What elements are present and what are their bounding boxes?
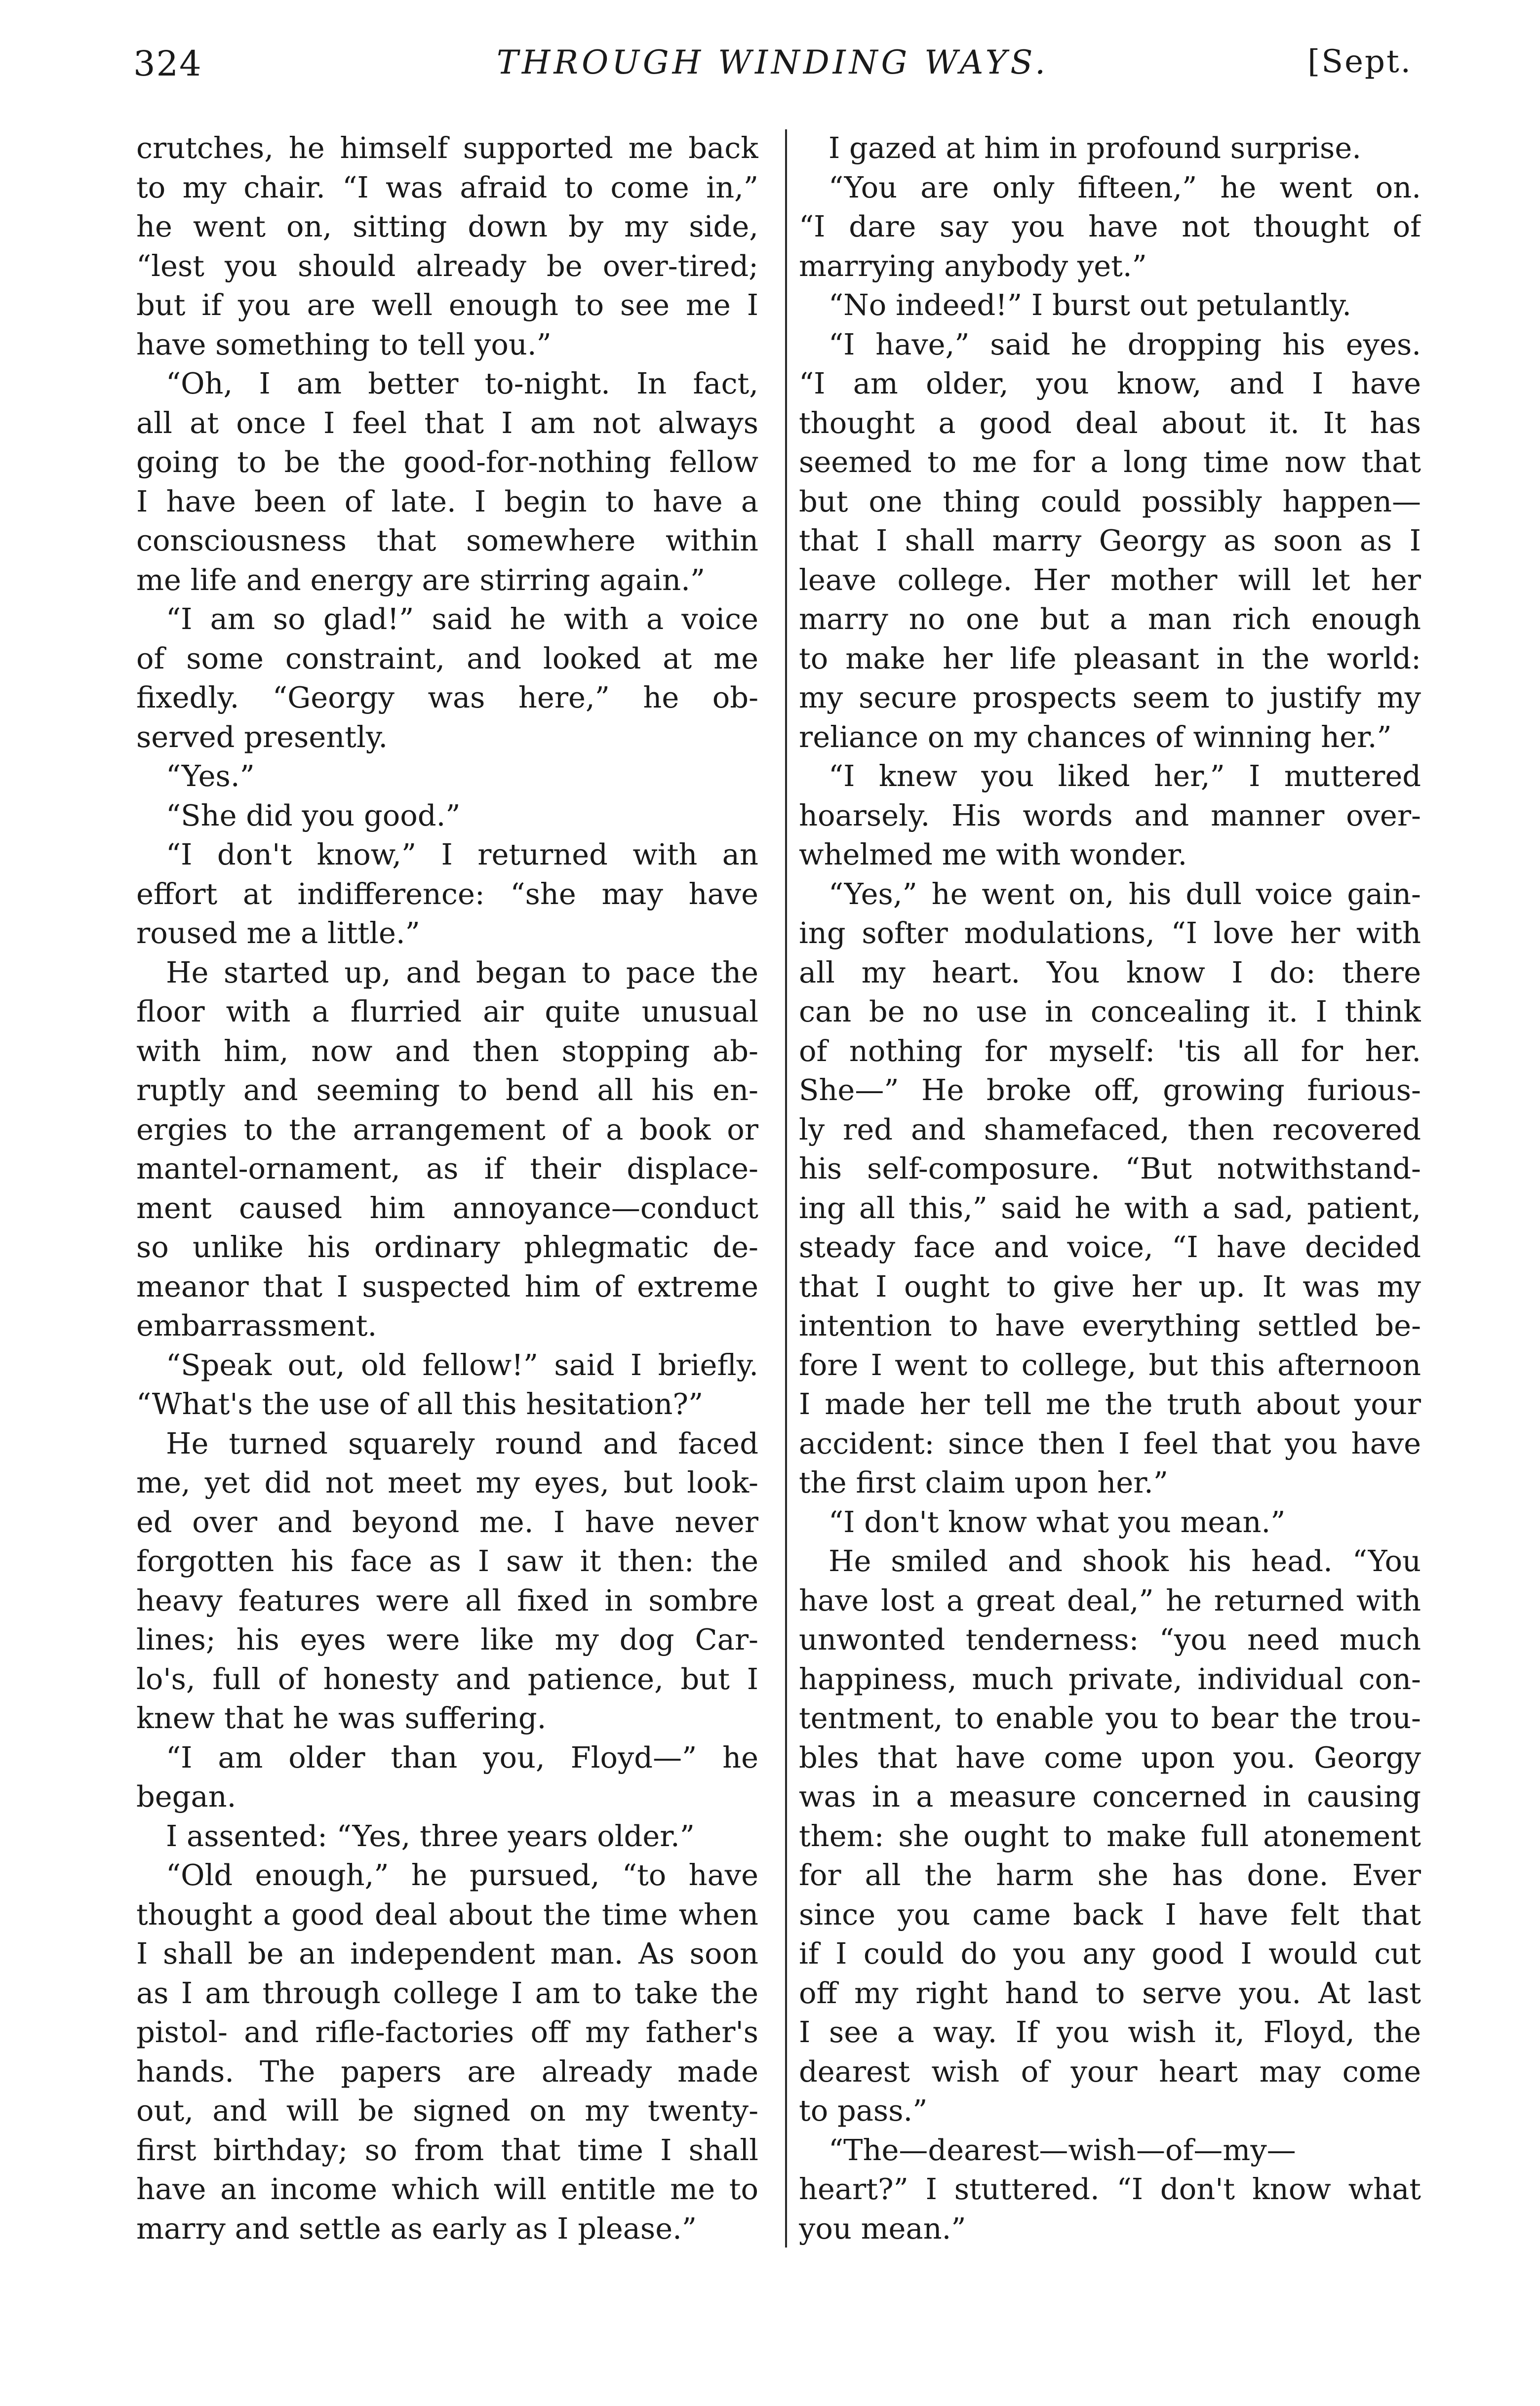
text-line: ed over and beyond me. I have never [136,1504,758,1539]
text-line: all at once I feel that I am not always [136,405,758,440]
text-line: reliance on my chances of winning her.” [799,719,1392,754]
text-line: but if you are well enough to see me I [136,288,758,322]
text-line: marry and settle as early as I please.” [136,2211,697,2246]
text-line: with him, now and then stopping ab- [136,1033,758,1068]
text-line: marry no one but a man rich enough [799,602,1421,636]
text-line: going to be the good-for-nothing fellow [136,445,758,479]
text-line: thought a good deal about it. It has [799,405,1421,440]
text-line: I made her tell me the truth about your [799,1387,1421,1421]
text-line: all my heart. You know I do: there [799,955,1421,989]
text-line: “I have,” said he dropping his eyes. [829,327,1421,361]
text-line: you mean.” [799,2211,966,2246]
text-line: “The—dearest—wish—of—my— [829,2132,1296,2167]
text-line: “I don't know,” I returned with an [166,837,758,871]
right-column [799,128,1421,2248]
text-line: of some constraint, and looked at me [136,641,758,675]
text-line: my secure prospects seem to justify my [799,680,1421,714]
text-line: was in a measure concerned in causing [799,1779,1421,1814]
text-line: off my right hand to serve you. At last [799,1975,1421,2010]
text-line: dearest wish of your heart may come [799,2054,1421,2089]
text-line: if I could do you any good I would cut [799,1936,1421,1971]
text-line: “Oh, I am better to-night. In fact, [166,366,758,400]
text-line: thought a good deal about the time when [136,1897,758,1932]
text-line: out, and will be signed on my twenty- [136,2093,758,2128]
text-line: pistol- and rifle-factories off my father's [136,2015,758,2049]
text-line: “I am so glad!” said he with a voice [166,602,758,636]
text-line: ing softer modulations, “I love her with [799,916,1421,950]
text-line: heart?” I stuttered. “I don't know what [799,2172,1421,2206]
text-line: fore I went to college, but this afternoon [799,1347,1421,1382]
text-line: She—” He broke off, growing furious- [799,1073,1421,1107]
text-line: as I am through college I am to take the [136,1975,758,2010]
text-line: tentment, to enable you to bear the trou- [799,1701,1421,1735]
text-line: roused me a little.” [136,916,420,950]
text-line: “I am older than you, Floyd—” he [166,1740,758,1775]
text-line: accident: since then I feel that you have [799,1426,1421,1460]
text-line: I shall be an independent man. As soon [136,1936,758,1971]
text-line: crutches, he himself supported me back [136,131,758,165]
text-line: since you came back I have felt that [799,1897,1421,1932]
text-line: lo's, full of honesty and patience, but I [136,1661,758,1696]
text-line: me, yet did not meet my eyes, but look- [136,1465,758,1499]
text-line: “Speak out, old fellow!” said I briefly. [166,1347,758,1382]
text-line: “You are only fifteen,” he went on. [829,170,1421,204]
text-line: effort at indifference: “she may have [136,876,758,911]
text-line: me life and energy are stirring again.” [136,562,706,597]
text-line: forgotten his face as I saw it then: the [136,1544,758,1578]
text-line: served presently. [136,719,388,754]
text-line: have an income which will entitle me to [136,2172,758,2206]
text-line: his self-composure. “But notwithstand- [799,1151,1421,1185]
text-line: whelmed me with wonder. [799,837,1187,871]
text-line: lines; his eyes were like my dog Car- [136,1622,758,1657]
text-line: for all the harm she has done. Ever [799,1858,1421,1892]
text-line: have lost a great deal,” he returned with [799,1583,1421,1617]
text-line: of nothing for myself: 'tis all for her. [799,1033,1421,1068]
left-column [136,128,758,2248]
section-label: [Sept. [1307,43,1412,80]
text-line: “Yes.” [166,759,255,793]
text-line: I assented: “Yes, three years older.” [166,1818,695,1853]
text-line: meanor that I suspected him of extreme [136,1269,758,1303]
text-line: ment caused him annoyance—conduct [136,1190,758,1225]
text-line: He turned squarely round and faced [166,1426,758,1460]
text-line: so unlike his ordinary phlegmatic de- [136,1230,758,1264]
page-number: 324 [133,43,202,84]
text-line: I have been of late. I begin to have a [136,484,758,518]
text-line: ly red and shamefaced, then recovered [799,1112,1421,1146]
running-title: THROUGH WINDING WAYS. [496,43,1049,81]
text-line: He smiled and shook his head. “You [829,1544,1421,1578]
text-line: them: she ought to make full atonement [799,1818,1421,1853]
text-line: ergies to the arrangement of a book or [136,1112,758,1146]
text-line: happiness, much private, individual con- [799,1661,1421,1696]
text-line: intention to have everything settled be- [799,1308,1421,1342]
text-line: fixedly. “Georgy was here,” he ob- [136,680,758,714]
text-line: leave college. Her mother will let her [799,562,1421,597]
text-line: I see a way. If you wish it, Floyd, the [799,2015,1421,2049]
text-line: seemed to me for a long time now that [799,445,1421,479]
text-line: steady face and voice, “I have decided [799,1230,1421,1264]
text-line: he went on, sitting down by my side, [136,209,758,243]
text-line: “I dare say you have not thought of [799,209,1421,243]
text-line: “I don't know what you mean.” [829,1504,1286,1539]
text-line: that I ought to give her up. It was my [799,1269,1421,1303]
text-line: “She did you good.” [166,798,461,832]
page-header [133,43,1412,103]
text-line: “Old enough,” he pursued, “to have [166,1858,758,1892]
text-line: “What's the use of all this hesitation?” [136,1387,704,1421]
text-line: marrying anybody yet.” [799,248,1147,283]
text-line: that I shall marry Georgy as soon as I [799,523,1421,557]
text-line: ruptly and seeming to bend all his en- [136,1073,758,1107]
text-line: “No indeed!” I burst out petulantly. [829,288,1351,322]
text-line: first birthday; so from that time I shall [136,2132,758,2167]
text-line: to pass.” [799,2093,928,2128]
text-line: to my chair. “I was afraid to come in,” [136,170,758,204]
text-line: ing all this,” said he with a sad, patient, [799,1190,1421,1225]
text-line: “Yes,” he went on, his dull voice gain- [829,876,1421,911]
text-line: to make her life pleasant in the world: [799,641,1421,675]
text-line: hoarsely. His words and manner over- [799,798,1421,832]
text-line: have something to tell you.” [136,327,552,361]
text-line: heavy features were all fixed in sombre [136,1583,758,1617]
text-line: consciousness that somewhere within [136,523,758,557]
text-line: hands. The papers are already made [136,2054,758,2089]
text-line: knew that he was suffering. [136,1701,547,1735]
text-line: “I knew you liked her,” I muttered [829,759,1421,793]
text-line: began. [136,1779,237,1814]
text-line: I gazed at him in profound surprise. [829,131,1361,165]
text-line: unwonted tenderness: “you need much [799,1622,1421,1657]
column-divider [785,129,787,2248]
text-line: the first claim upon her.” [799,1465,1168,1499]
text-line: can be no use in concealing it. I think [799,994,1421,1028]
text-line: but one thing could possibly happen— [799,484,1421,518]
text-line: “lest you should already be over-tired; [136,248,758,283]
text-line: bles that have come upon you. Georgy [799,1740,1421,1775]
text-line: mantel-ornament, as if their displace- [136,1151,758,1185]
text-line: floor with a flurried air quite unusual [136,994,758,1028]
text-line: He started up, and began to pace the [166,955,758,989]
text-line: “I am older, you know, and I have [799,366,1421,400]
text-line: embarrassment. [136,1308,377,1342]
